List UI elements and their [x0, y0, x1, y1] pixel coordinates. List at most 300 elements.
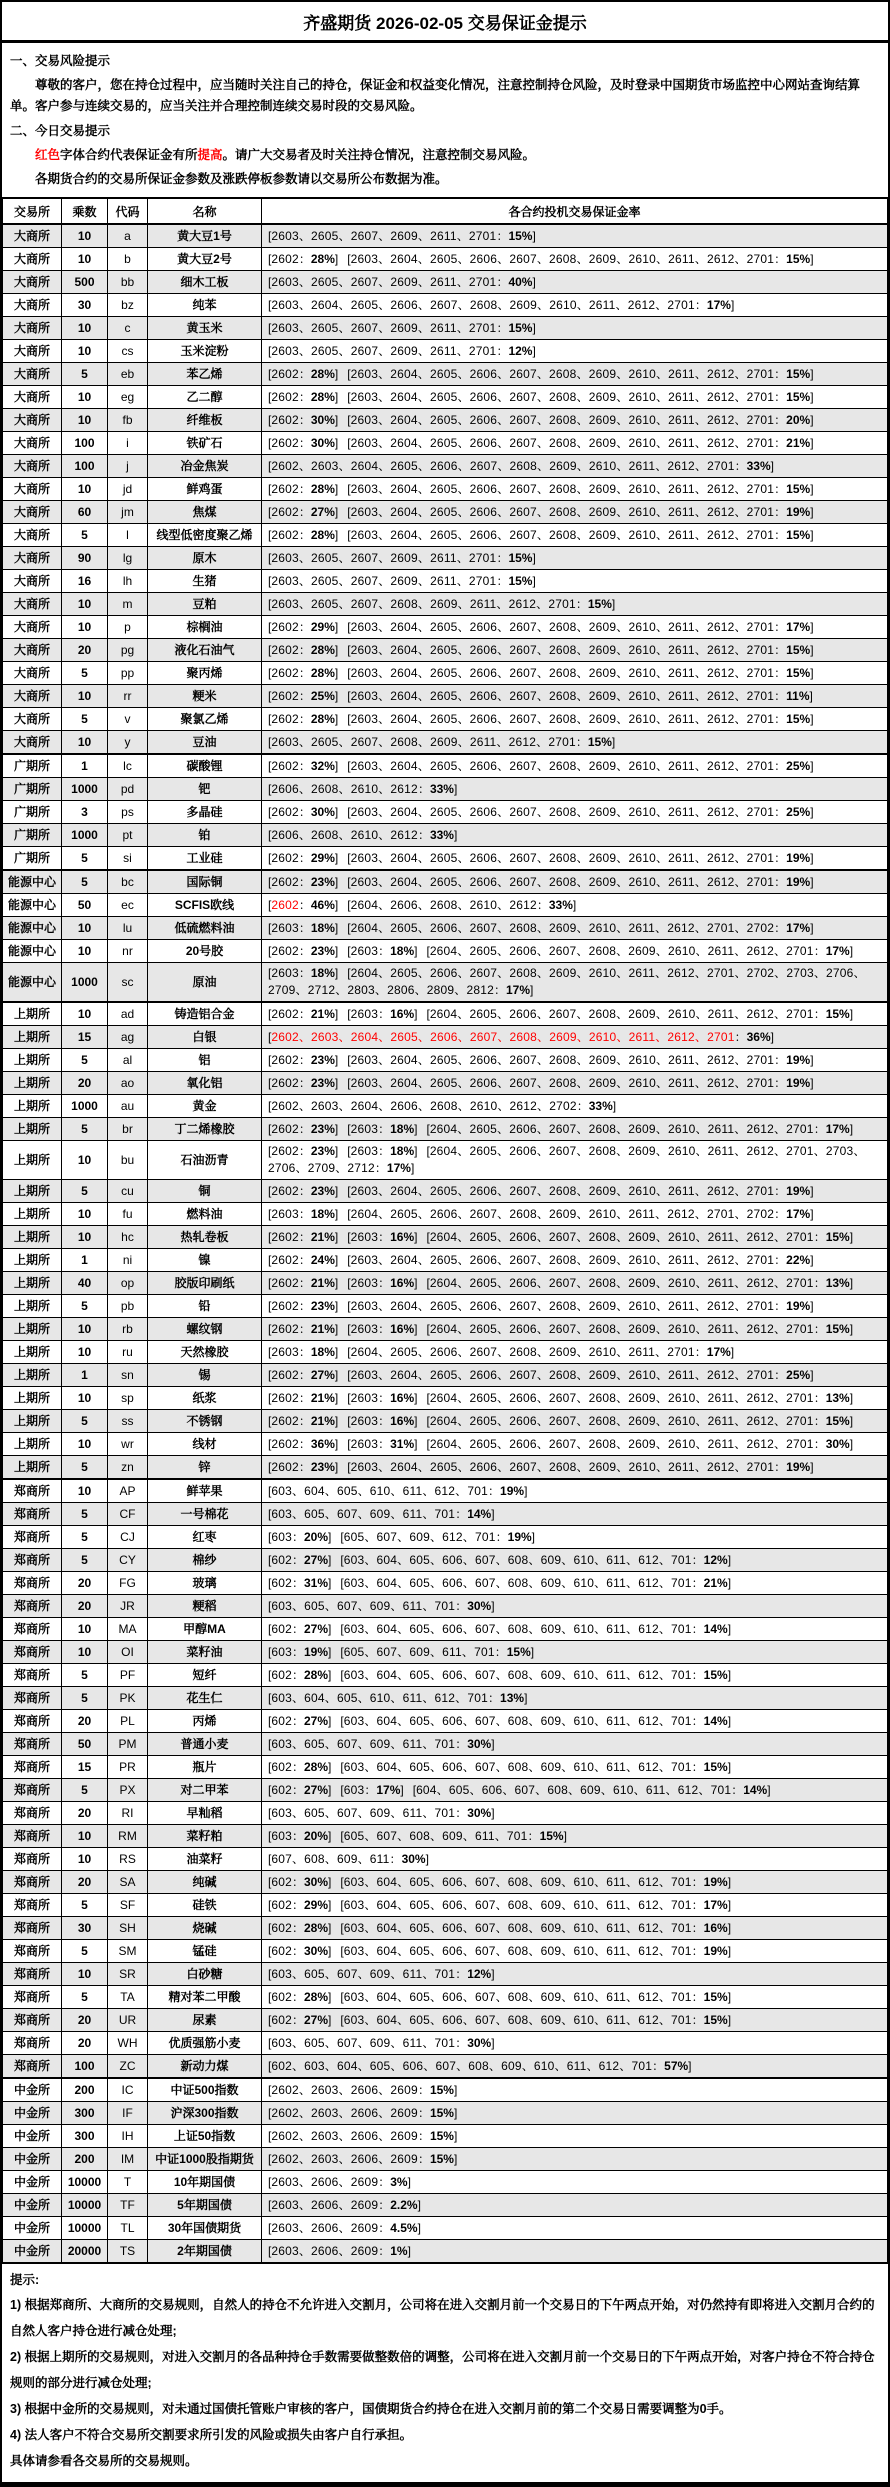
- margin-rates-cell: [262, 593, 888, 616]
- table-row: [3, 1226, 888, 1249]
- exchange-cell: 大商所: [3, 501, 62, 524]
- margin-rates-cell: [262, 1572, 888, 1595]
- table-row: [3, 1203, 888, 1226]
- code-cell: PL: [108, 1710, 148, 1733]
- code-cell: v: [108, 708, 148, 731]
- margin-rates-cell: [262, 2125, 888, 2148]
- name-cell: 工业硅: [148, 847, 262, 871]
- margin-group: [602：28%]: [268, 1759, 332, 1774]
- exchange-cell: 郑商所: [3, 1940, 62, 1963]
- margin-group: [2603、2604、2605、2606、2607、2608、2609、2610、2611、2612、2701：19%]: [347, 1298, 814, 1313]
- margin-group: [2602、2603、2604、2605、2606、2607、2608、2609、2610、2611、2612、2701：36%]: [268, 1029, 774, 1044]
- margin-rates-cell: [262, 1479, 888, 1503]
- code-cell: l: [108, 524, 148, 547]
- table-row: [3, 2148, 888, 2171]
- name-cell: 精对苯二甲酸: [148, 1986, 262, 2009]
- margin-rates-cell: [262, 409, 888, 432]
- multiplier-cell: 10: [62, 1387, 108, 1410]
- margin-group: [2604、2605、2606、2607、2608、2609、2610、2611、2612、2701、2702：17%]: [347, 920, 814, 935]
- table-row: [3, 1687, 888, 1710]
- exchange-cell: 郑商所: [3, 1618, 62, 1641]
- margin-group: [2604、2606、2608、2610、2612：33%]: [347, 897, 577, 912]
- exchange-cell: 上期所: [3, 1095, 62, 1118]
- margin-group: [2604、2605、2606、2607、2608、2609、2610、2611、2612、2701：13%]: [426, 1275, 854, 1290]
- name-cell: 纤维板: [148, 409, 262, 432]
- table-row: [3, 1641, 888, 1664]
- code-cell: ss: [108, 1410, 148, 1433]
- margin-group: [2603、2604、2605、2606、2607、2608、2609、2610、2611、2612、2701：15%]: [347, 366, 814, 381]
- multiplier-cell: 1: [62, 754, 108, 778]
- name-cell: 中证500指数: [148, 2078, 262, 2102]
- multiplier-cell: 1: [62, 1249, 108, 1272]
- margin-rates-cell: [262, 1802, 888, 1825]
- multiplier-cell: 5: [62, 1940, 108, 1963]
- table-row: [3, 570, 888, 593]
- table-row: [3, 317, 888, 340]
- margin-group: [2602：21%]: [268, 1390, 339, 1405]
- multiplier-cell: 5: [62, 870, 108, 894]
- margin-rates-cell: [262, 1387, 888, 1410]
- margin-group: [2603、2604、2605、2606、2607、2608、2609、2610、2611、2612、2701：25%]: [347, 1367, 814, 1382]
- exchange-cell: 郑商所: [3, 1825, 62, 1848]
- highlight-red-text: 提高: [197, 148, 223, 162]
- margin-rates-cell: [262, 778, 888, 801]
- note-item: 3) 根据中金所的交易规则，对未通过国债托管账户审核的客户，国债期货合约持仓在进入交割月前的第二个交易日需要调整为0手。: [10, 2402, 732, 2416]
- code-cell: pg: [108, 639, 148, 662]
- multiplier-cell: 10: [62, 1963, 108, 1986]
- table-row: [3, 1026, 888, 1049]
- table-row: [3, 639, 888, 662]
- table-row: [3, 1618, 888, 1641]
- margin-group: [2603、2604、2605、2606、2607、2608、2609、2610、2611、2612、2701：25%]: [347, 758, 814, 773]
- margin-group: [2602：29%]: [268, 850, 339, 865]
- table-row: [3, 1364, 888, 1387]
- exchange-cell: 郑商所: [3, 1894, 62, 1917]
- margin-group: [2603、2605、2607、2609、2611、2701：15%]: [268, 573, 536, 588]
- exchange-cell: 大商所: [3, 317, 62, 340]
- code-cell: T: [108, 2171, 148, 2194]
- exchange-cell: 郑商所: [3, 1848, 62, 1871]
- name-cell: 红枣: [148, 1526, 262, 1549]
- multiplier-cell: 1000: [62, 1095, 108, 1118]
- table-row: [3, 1733, 888, 1756]
- margin-rates-cell: [262, 2032, 888, 2055]
- margin-rates-cell: [262, 1549, 888, 1572]
- exchange-cell: 能源中心: [3, 894, 62, 917]
- code-cell: jm: [108, 501, 148, 524]
- table-row: [3, 847, 888, 871]
- table-row: [3, 1049, 888, 1072]
- multiplier-cell: 10: [62, 685, 108, 708]
- name-cell: 燃料油: [148, 1203, 262, 1226]
- name-cell: 液化石油气: [148, 639, 262, 662]
- table-row: [3, 1456, 888, 1480]
- margin-group: [602：30%]: [268, 1943, 332, 1958]
- margin-table: [2, 197, 888, 2264]
- margin-rates-cell: [262, 386, 888, 409]
- margin-group: [2603：16%]: [347, 1275, 418, 1290]
- table-row: [3, 685, 888, 708]
- margin-rates-cell: [262, 1779, 888, 1802]
- margin-group: [2602：23%]: [268, 1052, 339, 1067]
- multiplier-cell: 20: [62, 1871, 108, 1894]
- name-cell: 铸造铝合金: [148, 1002, 262, 1026]
- exchange-cell: 上期所: [3, 1456, 62, 1480]
- table-header-row: [3, 198, 888, 224]
- multiplier-cell: 200: [62, 2078, 108, 2102]
- code-cell: TF: [108, 2194, 148, 2217]
- exchange-cell: 大商所: [3, 685, 62, 708]
- code-cell: IF: [108, 2102, 148, 2125]
- table-row: [3, 2217, 888, 2240]
- exchange-cell: 上期所: [3, 1180, 62, 1203]
- table-row: [3, 294, 888, 317]
- name-cell: 碳酸锂: [148, 754, 262, 778]
- margin-group: [2602：27%]: [268, 504, 339, 519]
- code-cell: PF: [108, 1664, 148, 1687]
- exchange-cell: 上期所: [3, 1203, 62, 1226]
- margin-rates-cell: [262, 2194, 888, 2217]
- multiplier-cell: 10: [62, 1848, 108, 1871]
- exchange-cell: 大商所: [3, 340, 62, 363]
- margin-group: [603、604、605、606、607、608、609、610、611、612、701：15%]: [340, 1989, 732, 2004]
- margin-group: [2603、2605、2607、2608、2609、2611、2612、2701：15%]: [268, 734, 616, 749]
- code-cell: FG: [108, 1572, 148, 1595]
- multiplier-cell: 10: [62, 386, 108, 409]
- margin-rates-cell: [262, 1710, 888, 1733]
- notes-list: [10, 2292, 880, 2474]
- margin-group: [2603、2604、2605、2606、2607、2608、2609、2610、2611、2612、2701：19%]: [347, 1075, 814, 1090]
- margin-rates-cell: [262, 1825, 888, 1848]
- margin-rates-cell: [262, 455, 888, 478]
- exchange-cell: 大商所: [3, 616, 62, 639]
- table-row: [3, 2055, 888, 2079]
- margin-group: [2606、2608、2610、2612：33%]: [268, 827, 458, 842]
- table-row: [3, 1825, 888, 1848]
- multiplier-cell: 3: [62, 801, 108, 824]
- name-cell: 聚氯乙烯: [148, 708, 262, 731]
- margin-group: [2603：18%]: [347, 1121, 418, 1136]
- margin-rates-cell: [262, 616, 888, 639]
- name-cell: 硅铁: [148, 1894, 262, 1917]
- multiplier-cell: 30: [62, 1917, 108, 1940]
- margin-rates-cell: [262, 824, 888, 847]
- multiplier-cell: 16: [62, 570, 108, 593]
- multiplier-cell: 1000: [62, 963, 108, 1003]
- margin-group: [2604、2605、2606、2607、2608、2609、2610、2611、2612、2701、2702：17%]: [347, 1206, 814, 1221]
- code-cell: OI: [108, 1641, 148, 1664]
- code-cell: TL: [108, 2217, 148, 2240]
- code-cell: eb: [108, 363, 148, 386]
- code-cell: WH: [108, 2032, 148, 2055]
- code-cell: ru: [108, 1341, 148, 1364]
- exchange-cell: 郑商所: [3, 2055, 62, 2079]
- multiplier-cell: 20: [62, 1710, 108, 1733]
- multiplier-cell: 5: [62, 662, 108, 685]
- margin-rates-cell: [262, 524, 888, 547]
- name-cell: 锡: [148, 1364, 262, 1387]
- margin-rates-cell: [262, 2148, 888, 2171]
- margin-group: [602：28%]: [268, 1920, 332, 1935]
- margin-rates-cell: [262, 2171, 888, 2194]
- margin-rates-cell: [262, 1963, 888, 1986]
- note-item: 4) 法人客户不符合交易所交割要求所引发的风险或损失由客户自行承担。: [10, 2428, 413, 2442]
- margin-group: [2602：23%]: [268, 1298, 339, 1313]
- code-cell: PK: [108, 1687, 148, 1710]
- exchange-cell: 郑商所: [3, 1641, 62, 1664]
- multiplier-cell: 10: [62, 1226, 108, 1249]
- margin-group: [603：20%]: [268, 1529, 332, 1544]
- name-cell: 氧化铝: [148, 1072, 262, 1095]
- name-cell: 生猪: [148, 570, 262, 593]
- notes-section: [2, 2264, 888, 2482]
- name-cell: 铝: [148, 1049, 262, 1072]
- margin-group: [603、604、605、606、607、608、609、610、611、612、701：21%]: [340, 1575, 732, 1590]
- code-cell: c: [108, 317, 148, 340]
- name-cell: 10年期国债: [148, 2171, 262, 2194]
- multiplier-cell: 5: [62, 1456, 108, 1480]
- multiplier-cell: 10000: [62, 2171, 108, 2194]
- margin-group: [2603、2604、2605、2606、2607、2608、2609、2610、2611、2612、2701：19%]: [347, 1459, 814, 1474]
- table-row: [3, 1272, 888, 1295]
- table-row: [3, 248, 888, 271]
- multiplier-cell: 10: [62, 1002, 108, 1026]
- name-cell: 低硫燃料油: [148, 917, 262, 940]
- code-cell: fu: [108, 1203, 148, 1226]
- code-cell: bz: [108, 294, 148, 317]
- name-cell: 黄玉米: [148, 317, 262, 340]
- name-cell: 纯苯: [148, 294, 262, 317]
- table-row: [3, 1180, 888, 1203]
- table-row: [3, 2078, 888, 2102]
- margin-rates-cell: [262, 1618, 888, 1641]
- margin-group: [603、604、605、610、611、612、701：19%]: [268, 1483, 528, 1498]
- margin-group: [2604、2605、2606、2607、2608、2609、2610、2611、2612、2701：15%]: [426, 1006, 854, 1021]
- table-row: [3, 940, 888, 963]
- margin-rates-cell: [262, 570, 888, 593]
- name-cell: 上证50指数: [148, 2125, 262, 2148]
- exchange-cell: 中金所: [3, 2217, 62, 2240]
- margin-rates-cell: [262, 1095, 888, 1118]
- multiplier-cell: 5: [62, 1049, 108, 1072]
- multiplier-cell: 10: [62, 1641, 108, 1664]
- margin-group: [2603、2605、2607、2608、2609、2611、2612、2701：15%]: [268, 596, 616, 611]
- multiplier-cell: 5: [62, 1503, 108, 1526]
- margin-group: [2604、2605、2606、2607、2608、2609、2610、2611、2701：17%]: [347, 1344, 735, 1359]
- name-cell: 黄大豆1号: [148, 224, 262, 248]
- code-cell: lu: [108, 917, 148, 940]
- table-row: [3, 1318, 888, 1341]
- margin-rates-cell: [262, 963, 888, 1003]
- table-row: [3, 2102, 888, 2125]
- name-cell: 线型低密度聚乙烯: [148, 524, 262, 547]
- margin-group: [2603：16%]: [347, 1413, 418, 1428]
- exchange-cell: 大商所: [3, 547, 62, 570]
- name-cell: 优质强筋小麦: [148, 2032, 262, 2055]
- margin-group: [2602：23%]: [268, 943, 339, 958]
- margin-group: [603、605、607、609、611、701：30%]: [268, 1598, 495, 1613]
- exchange-cell: 大商所: [3, 224, 62, 248]
- margin-rates-cell: [262, 1733, 888, 1756]
- margin-group: [2603：18%]: [268, 1206, 339, 1221]
- multiplier-cell: 15: [62, 1756, 108, 1779]
- margin-group: [2602：30%]: [268, 412, 339, 427]
- exchange-cell: 郑商所: [3, 1871, 62, 1894]
- table-row: [3, 1387, 888, 1410]
- margin-group: [2602：28%]: [268, 366, 339, 381]
- table-row: [3, 1848, 888, 1871]
- exchange-cell: 大商所: [3, 432, 62, 455]
- code-cell: ag: [108, 1026, 148, 1049]
- exchange-cell: 郑商所: [3, 1963, 62, 1986]
- name-cell: 天然橡胶: [148, 1341, 262, 1364]
- multiplier-cell: 5: [62, 1526, 108, 1549]
- code-cell: rb: [108, 1318, 148, 1341]
- code-cell: b: [108, 248, 148, 271]
- multiplier-cell: 20: [62, 1572, 108, 1595]
- margin-group: [605、607、609、612、701：19%]: [340, 1529, 536, 1544]
- exchange-cell: 郑商所: [3, 1572, 62, 1595]
- margin-group: [2602：28%]: [268, 251, 339, 266]
- margin-group: [602：28%]: [268, 1667, 332, 1682]
- margin-rates-cell: [262, 501, 888, 524]
- margin-group: [2603、2604、2605、2606、2607、2608、2609、2610、2611、2612、2701：19%]: [347, 874, 814, 889]
- exchange-cell: 大商所: [3, 639, 62, 662]
- multiplier-cell: 300: [62, 2102, 108, 2125]
- name-cell: 热轧卷板: [148, 1226, 262, 1249]
- margin-rates-cell: [262, 1871, 888, 1894]
- margin-group: [603、605、607、609、611、701：30%]: [268, 1805, 495, 1820]
- code-cell: lg: [108, 547, 148, 570]
- multiplier-cell: 10: [62, 1618, 108, 1641]
- name-cell: 石油沥青: [148, 1141, 262, 1180]
- margin-group: [2603、2604、2605、2606、2607、2608、2609、2610、2611、2612、2701：15%]: [347, 642, 814, 657]
- multiplier-cell: 1000: [62, 824, 108, 847]
- margin-rates-cell: [262, 847, 888, 871]
- exchange-cell: 大商所: [3, 409, 62, 432]
- margin-group: [2603、2604、2605、2606、2607、2608、2609、2610、2611、2612、2701：15%]: [347, 389, 814, 404]
- table-row: [3, 1549, 888, 1572]
- code-cell: CF: [108, 1503, 148, 1526]
- margin-group: [602：29%]: [268, 1897, 332, 1912]
- note-item: 1) 根据郑商所、大商所的交易规则，自然人的持仓不允许进入交割月，公司将在进入交割月前一个交易日的下午两点开始，对仍然持有即将进入交割月合约的自然人客户持仓进行减仓处理;: [10, 2298, 875, 2338]
- margin-group: [603、604、605、610、611、612、701：13%]: [268, 1690, 528, 1705]
- table-row: [3, 1095, 888, 1118]
- code-cell: ps: [108, 801, 148, 824]
- multiplier-cell: 10000: [62, 2217, 108, 2240]
- table-row: [3, 409, 888, 432]
- exchange-cell: 郑商所: [3, 1687, 62, 1710]
- table-row: [3, 917, 888, 940]
- code-cell: MA: [108, 1618, 148, 1641]
- margin-rates-cell: [262, 363, 888, 386]
- col-header-multiplier: 乘数: [62, 198, 108, 224]
- margin-rates-cell: [262, 1249, 888, 1272]
- multiplier-cell: 20: [62, 2032, 108, 2055]
- name-cell: 花生仁: [148, 1687, 262, 1710]
- name-cell: SCFIS欧线: [148, 894, 262, 917]
- margin-rates-cell: [262, 1141, 888, 1180]
- margin-group: [2603：16%]: [347, 1390, 418, 1405]
- today-line2: 各期货合约的交易所保证金参数及涨跌停板参数请以交易所公布数据为准。: [35, 172, 448, 186]
- margin-group: [2602、2603、2604、2606、2608、2610、2612、2702：33%]: [268, 1098, 617, 1113]
- exchange-cell: 大商所: [3, 708, 62, 731]
- name-cell: 国际铜: [148, 870, 262, 894]
- table-row: [3, 2194, 888, 2217]
- name-cell: 短纤: [148, 1664, 262, 1687]
- table-row: [3, 2171, 888, 2194]
- multiplier-cell: 5: [62, 1295, 108, 1318]
- margin-group: [2602：36%]: [268, 1436, 339, 1451]
- table-row: [3, 1664, 888, 1687]
- table-row: [3, 2032, 888, 2055]
- exchange-cell: 上期所: [3, 1118, 62, 1141]
- name-cell: 甲醇MA: [148, 1618, 262, 1641]
- code-cell: IH: [108, 2125, 148, 2148]
- code-cell: ZC: [108, 2055, 148, 2079]
- exchange-cell: 郑商所: [3, 1756, 62, 1779]
- table-row: [3, 778, 888, 801]
- code-cell: pp: [108, 662, 148, 685]
- code-cell: si: [108, 847, 148, 871]
- margin-rates-cell: [262, 1595, 888, 1618]
- margin-group: [2603、2604、2605、2606、2607、2608、2609、2610、2611、2612、2701：20%]: [347, 412, 814, 427]
- margin-group: [2603、2605、2607、2609、2611、2701：12%]: [268, 343, 536, 358]
- margin-rates-cell: [262, 248, 888, 271]
- code-cell: SM: [108, 1940, 148, 1963]
- margin-rates-cell: [262, 1503, 888, 1526]
- name-cell: 原木: [148, 547, 262, 570]
- code-cell: wr: [108, 1433, 148, 1456]
- name-cell: 苯乙烯: [148, 363, 262, 386]
- col-header-margin-rates: 各合约投机交易保证金率: [262, 198, 888, 224]
- code-cell: CY: [108, 1549, 148, 1572]
- name-cell: 尿素: [148, 2009, 262, 2032]
- name-cell: 白银: [148, 1026, 262, 1049]
- margin-group: [603、605、607、609、611、701：30%]: [268, 2035, 495, 2050]
- name-cell: 棕榈油: [148, 616, 262, 639]
- name-cell: 细木工板: [148, 271, 262, 294]
- name-cell: 铂: [148, 824, 262, 847]
- multiplier-cell: 10: [62, 248, 108, 271]
- code-cell: CJ: [108, 1526, 148, 1549]
- margin-group: [2602：30%]: [268, 435, 339, 450]
- multiplier-cell: 1: [62, 1364, 108, 1387]
- margin-group: [2603、2604、2605、2606、2607、2608、2609、2610、2611、2612、2701：15%]: [347, 527, 814, 542]
- table-row: [3, 363, 888, 386]
- name-cell: 菜籽粕: [148, 1825, 262, 1848]
- name-cell: 烧碱: [148, 1917, 262, 1940]
- name-cell: 乙二醇: [148, 386, 262, 409]
- table-row: [3, 1410, 888, 1433]
- code-cell: sn: [108, 1364, 148, 1387]
- margin-group: [2602：21%]: [268, 1275, 339, 1290]
- name-cell: 锰硅: [148, 1940, 262, 1963]
- margin-group: [602、603、604、605、606、607、608、609、610、611、612、701：57%]: [268, 2058, 692, 2073]
- margin-group: [2602：27%]: [268, 1367, 339, 1382]
- margin-group: [2603：18%]: [347, 1144, 418, 1158]
- multiplier-cell: 500: [62, 271, 108, 294]
- margin-group: [2602：25%]: [268, 688, 339, 703]
- table-row: [3, 1295, 888, 1318]
- margin-rates-cell: [262, 1072, 888, 1095]
- margin-group: [2604、2605、2606、2607、2608、2609、2610、2611、2612、2701：17%]: [426, 943, 854, 958]
- table-row: [3, 455, 888, 478]
- plain-text: 。请广大交易者及时关注持仓情况，注意控制交易风险。: [222, 148, 536, 162]
- margin-rates-cell: [262, 1364, 888, 1387]
- margin-group: [2602：28%]: [268, 642, 339, 657]
- table-row: [3, 524, 888, 547]
